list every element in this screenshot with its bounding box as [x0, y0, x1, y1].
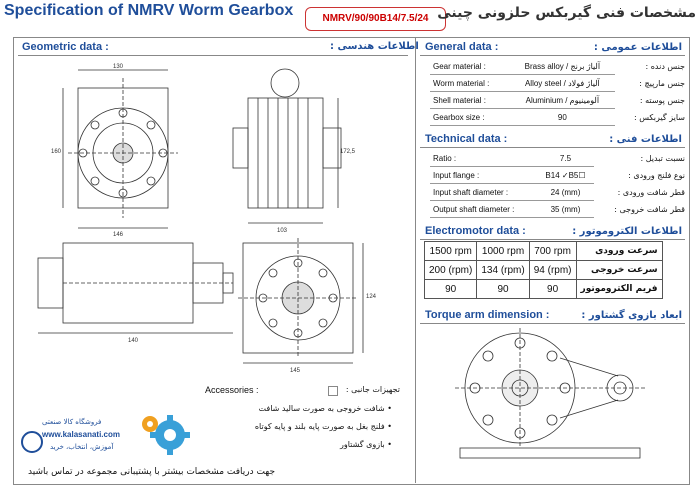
geometric-rule	[18, 55, 408, 56]
model-badge: NMRV/90/90B14/7.5/24	[305, 7, 446, 31]
logo-name: فروشگاه کالا صنعتی	[42, 418, 102, 426]
logo-slogan: آموزش، انتخاب، خرید	[50, 443, 114, 451]
table-row: Ratio : 7.5 نسبت تبدیل :	[430, 150, 688, 167]
accessory-item: • بازوی گشتاور	[340, 440, 392, 449]
table-row: Input flange : B14 ✓B5☐ نوع فلنج ورودی :	[430, 167, 688, 184]
dim-label: 103	[277, 228, 288, 234]
logo-site: www.kalasanati.com	[42, 430, 120, 439]
accessory-item: • فلنج بغل به صورت پایه بلند و پایه کوتاه	[254, 422, 392, 431]
cooling-fins	[258, 98, 308, 208]
dim-label: 124	[366, 294, 377, 300]
technical-table	[430, 150, 688, 218]
footer-note: جهت دریافت مشخصات بیشتر با پشتیبانی مجموعه در تماس باشید	[28, 467, 276, 477]
table-row: Worm material : Alloy steel / آلیاژ فولاد جنس مارپیچ :	[430, 75, 688, 92]
electromotor-table	[424, 241, 663, 299]
electromotor-rule	[420, 239, 685, 240]
accessories-title: Accessories :	[205, 385, 259, 395]
dim-label: 160	[51, 149, 62, 155]
column-divider	[415, 37, 416, 483]
accessory-item: • شافت خروجی به صورت سالید شافت	[258, 404, 392, 413]
torque-title: Torque arm dimension :	[425, 309, 550, 321]
torque-title-fa: ابعاد بازوی گشتاور :	[581, 310, 682, 321]
table-row: Output shaft diameter : 35 (mm) قطر شافت خروجی :	[430, 201, 688, 218]
table-row: Input shaft diameter : 24 (mm) قطر شافت ورودی :	[430, 184, 688, 201]
torque-arm-drawing	[440, 328, 680, 478]
gear-icon	[142, 415, 190, 455]
table-row: Gear material : Brass alloy / آلیاژ برنج جنس دنده :	[430, 58, 688, 75]
torque-rule	[420, 323, 685, 324]
dim-label: 130	[113, 64, 124, 70]
table-row: 1500 rpm 1000 rpm 700 rpm سرعت ورودی	[425, 242, 663, 261]
general-table	[430, 58, 688, 126]
geometric-title: Geometric data :	[22, 41, 109, 53]
dim-label: 140	[128, 338, 139, 344]
technical-title: Technical data :	[425, 133, 508, 145]
electromotor-title-fa: اطلاعات الکتروموتور :	[572, 226, 682, 237]
accessories-checkbox	[328, 386, 338, 396]
table-row: 90 90 90 فریم الکتروموتور	[425, 280, 663, 299]
page-title: Specification of NMRV Worm Gearbox	[4, 2, 294, 19]
table-row: Shell material : Aluminium / آلومینیوم جنس پوسته :	[430, 92, 688, 109]
general-title-fa: اطلاعات عمومی :	[593, 42, 682, 53]
accessories-title-fa: تجهیزات جانبی :	[345, 385, 400, 394]
dim-label: 172,5	[340, 149, 356, 155]
geometric-title-fa: اطلاعات هندسی :	[330, 41, 419, 52]
technical-title-fa: اطلاعات فنی :	[609, 134, 682, 145]
dim-label: 146	[113, 232, 124, 238]
gearbox-drawing	[18, 58, 410, 376]
general-title: General data :	[425, 41, 499, 53]
general-rule	[420, 55, 685, 56]
page-title-fa: مشخصات فنی گیربکس حلزونی چینی	[437, 5, 696, 21]
side-housing	[248, 98, 323, 208]
table-row: 200 (rpm) 134 (rpm) 94 (rpm) سرعت خروجی	[425, 261, 663, 280]
electromotor-title: Electromotor data :	[425, 225, 526, 237]
table-row: Gearbox size : 90 سایز گیربکس :	[430, 109, 688, 126]
dim-label: 145	[290, 368, 301, 374]
technical-rule	[420, 147, 685, 148]
